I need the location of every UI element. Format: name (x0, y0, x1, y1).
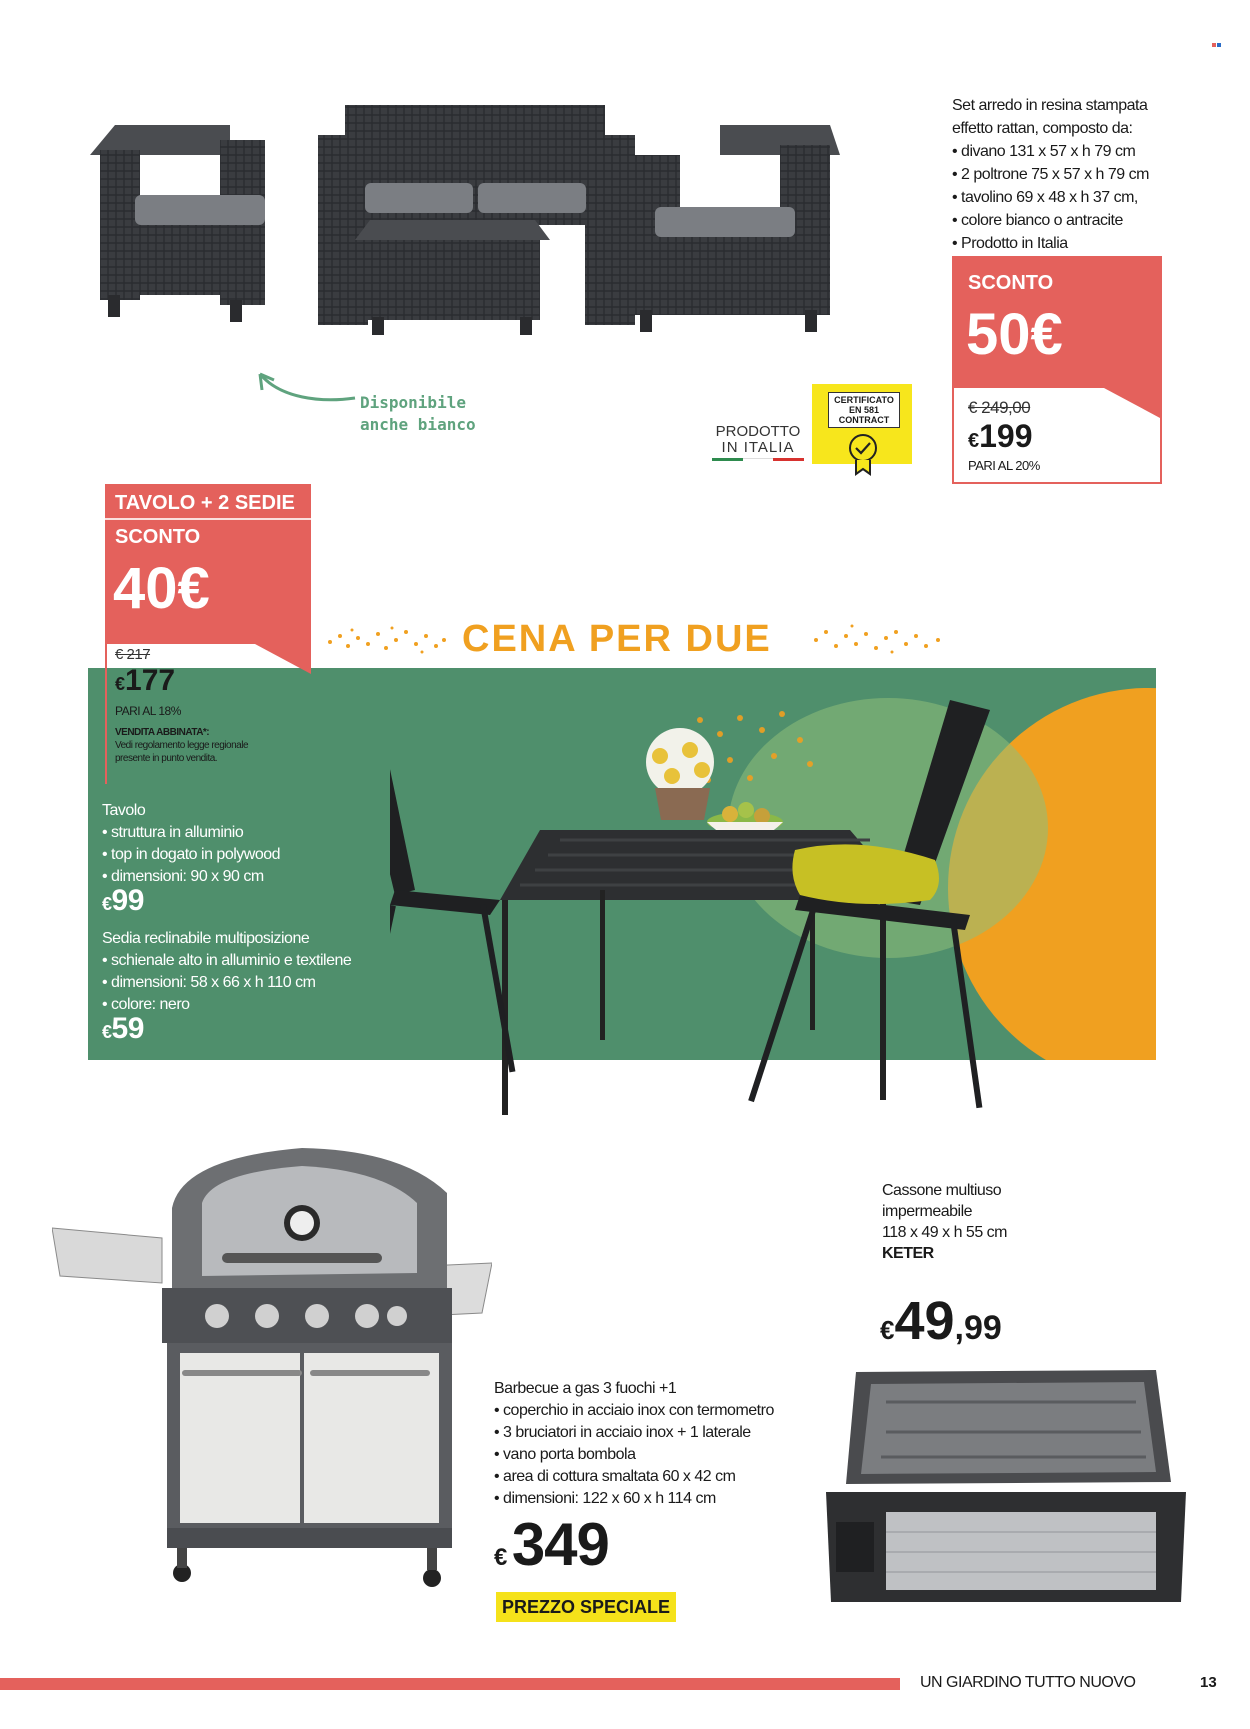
sofa-discount-value: 50€ (966, 302, 1063, 367)
list-item: • dimensioni: 90 x 90 cm (102, 868, 264, 885)
list-item: • struttura in alluminio (102, 824, 244, 841)
combo-label: TAVOLO + 2 SEDIE (115, 492, 295, 514)
left-armchair (90, 125, 265, 322)
dining-price-tag (105, 484, 311, 784)
italian-flag-stripe (712, 458, 804, 461)
right-chair (748, 700, 990, 1108)
sofa-feature-list (952, 140, 1149, 255)
list-item: • divano 131 x 57 x h 79 cm (952, 143, 1136, 160)
storage-title-line1: Cassone multiuso (882, 1182, 1002, 1199)
bundle-line2: presente in punto vendita. (115, 753, 218, 764)
available-note-line2: anche bianco (360, 415, 476, 434)
list-item: • Prodotto in Italia (952, 235, 1068, 252)
available-white-note (360, 392, 476, 436)
barbecue-price (494, 1510, 609, 1579)
chair-price (102, 1012, 351, 1045)
special-price-badge: PREZZO SPECIALE (496, 1592, 676, 1622)
left-chair (390, 745, 515, 1082)
dining-discount-box (105, 484, 311, 644)
list-item: • coperchio in acciaio inox con termometro (494, 1402, 774, 1419)
table-price (102, 884, 280, 917)
bundle-title: VENDITA ABBINATA*: (115, 727, 210, 738)
chair-title: Sedia reclinabile multiposizione (102, 930, 310, 947)
list-item: • area di cottura smaltata 60 x 42 cm (494, 1468, 736, 1485)
sofa-discount-box (954, 258, 1160, 388)
dining-table-chairs-image (390, 700, 1110, 1130)
list-item: • colore: nero (102, 996, 190, 1013)
sofa-price-tag (952, 256, 1162, 484)
chair-description (102, 928, 351, 1045)
storage-price-currency: € (880, 1315, 895, 1345)
barbecue-price-currency: € (494, 1544, 508, 1571)
right-armchair (630, 125, 840, 332)
storage-title-line2: impermeabile (882, 1203, 973, 1220)
list-item: • top in dogato in polywood (102, 846, 281, 863)
list-item: • tavolino 69 x 48 x h 37 cm, (952, 189, 1138, 206)
page-number: 13 (1200, 1674, 1217, 1691)
sofa-old-price: € 249,00 (968, 398, 1031, 417)
sofa-intro-line2: effetto rattan, composto da: (952, 120, 1133, 137)
footer-red-rule (0, 1678, 900, 1690)
storage-brand: KETER (882, 1245, 934, 1262)
footer-section-title: UN GIARDINO TUTTO NUOVO (920, 1674, 1136, 1691)
list-item: • schienale alto in alluminio e textilene (102, 952, 352, 969)
banner-title: CENA PER DUE (462, 618, 772, 660)
barbecue-description (494, 1378, 774, 1510)
right-dots-decoration (808, 622, 948, 658)
certificate-ribbon-icon (844, 432, 882, 476)
table-price-currency: € (102, 894, 112, 914)
made-in-italy-badge (712, 424, 804, 461)
left-dots-decoration (322, 622, 452, 658)
list-item: • 3 bruciatori in acciaio inox + 1 laterale (494, 1424, 751, 1441)
dining-discount-value: 40€ (113, 556, 210, 621)
dining-price-currency: € (115, 674, 126, 694)
sofa-discount-label: SCONTO (968, 272, 1054, 294)
chair-price-value: 59 (111, 1012, 144, 1045)
flower-pot (646, 728, 714, 820)
table-description (102, 800, 280, 917)
dining-discount-label: SCONTO (115, 526, 201, 548)
certificate-label-box (828, 392, 900, 428)
chair-price-currency: € (102, 1022, 112, 1042)
table-title: Tavolo (102, 802, 146, 819)
sofa-price-value: 199 (979, 418, 1033, 454)
tag-left-rule (105, 644, 107, 784)
storage-price-int: 49 (894, 1291, 955, 1351)
sofa-percent-note: PARI AL 20% (968, 458, 1040, 473)
storage-dimensions: 118 x 49 x h 55 cm (882, 1224, 1007, 1241)
bundle-note (115, 726, 248, 765)
storage-price-dec: ,99 (954, 1309, 1002, 1347)
made-in-line2: IN ITALIA (721, 439, 795, 456)
barbecue-price-value: 349 (511, 1511, 609, 1578)
storage-box-price (880, 1290, 1002, 1352)
cert-line2: EN 581 (848, 405, 880, 415)
available-note-line1: Disponibile (360, 393, 466, 412)
barbecue-feature-list (494, 1400, 774, 1510)
certificate-badge (812, 384, 912, 464)
dining-percent-note: PARI AL 18% (115, 704, 181, 718)
table-price-value: 99 (111, 884, 144, 917)
storage-box-image (826, 1362, 1186, 1622)
sofa-price (968, 418, 1033, 455)
sofa-set-description (952, 94, 1149, 255)
list-item: • colore bianco o antracite (952, 212, 1123, 229)
table-feature-list (102, 822, 280, 888)
list-item: • vano porta bombola (494, 1446, 636, 1463)
list-item: • 2 poltrone 75 x 57 x h 79 cm (952, 166, 1149, 183)
cert-line1: CERTIFICATO (834, 395, 894, 405)
corner-mark-icon (1212, 34, 1222, 42)
list-item: • dimensioni: 122 x 60 x h 114 cm (494, 1490, 716, 1507)
made-in-line1: PRODOTTO (715, 423, 801, 440)
storage-box-description (882, 1180, 1007, 1264)
chair-feature-list (102, 950, 351, 1016)
dining-price (115, 664, 175, 698)
bundle-line1: Vedi regolamento legge regionale (115, 740, 248, 751)
curved-arrow-icon (250, 368, 360, 418)
rattan-sofa-set-image (80, 95, 840, 365)
combo-divider (105, 518, 311, 520)
dining-old-price: € 217 (115, 646, 151, 663)
barbecue-title: Barbecue a gas 3 fuochi +1 (494, 1380, 677, 1397)
coffee-table (355, 220, 550, 335)
list-item: • dimensioni: 58 x 66 x h 110 cm (102, 974, 316, 991)
dining-price-value: 177 (125, 664, 176, 697)
sofa-intro-line1: Set arredo in resina stampata (952, 97, 1148, 114)
gas-barbecue-image (52, 1148, 492, 1608)
sofa-price-currency: € (968, 430, 980, 452)
tag-notch-icon (1104, 388, 1160, 418)
tag-notch-icon (255, 644, 311, 674)
cert-line3: CONTRACT (838, 415, 890, 425)
